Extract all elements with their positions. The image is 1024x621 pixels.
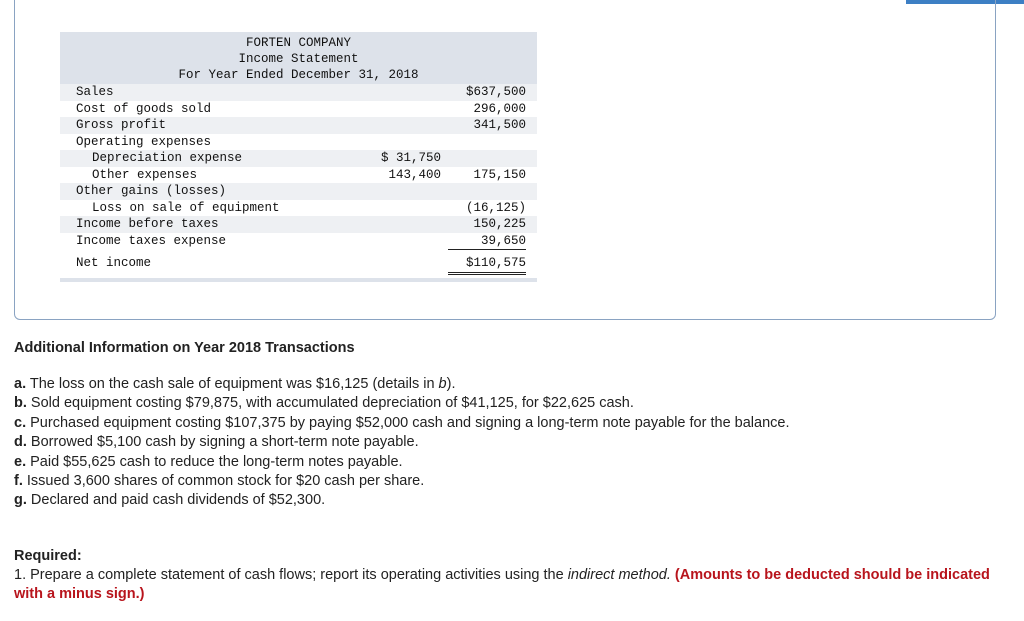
statement-period: For Year Ended December 31, 2018	[178, 68, 419, 82]
row-other-expenses	[60, 167, 537, 184]
row-loss-on-sale	[60, 200, 537, 217]
statement-header	[60, 32, 537, 84]
item-text: Paid $55,625 cash to reduce the long-term notes payable.	[30, 453, 403, 470]
item-text: Purchased equipment costing $107,375 by paying $52,000 cash and signing a long-term note payable for the balance.	[30, 414, 790, 431]
row-total: 150,225	[473, 217, 526, 231]
row-label: Income taxes expense	[76, 233, 227, 248]
list-item	[14, 414, 1004, 433]
list-item	[14, 375, 1004, 394]
item-text-end: ).	[446, 376, 456, 392]
required-instructions	[14, 566, 1004, 604]
item-emphasis: b	[438, 376, 447, 392]
row-label: Loss on sale of equipment	[92, 200, 280, 215]
item-key: d.	[14, 434, 27, 451]
required-method: indirect method.	[567, 567, 671, 583]
row-depreciation	[60, 150, 537, 167]
row-total: 296,000	[448, 101, 526, 119]
row-label: Income before taxes	[76, 217, 219, 231]
row-amount: 143,400	[369, 167, 441, 185]
required-title: Required:	[14, 548, 82, 564]
row-income-before-taxes	[60, 216, 537, 233]
statement-footer-bar	[60, 278, 537, 282]
list-item	[14, 433, 1004, 452]
row-label: Net income	[76, 256, 152, 270]
row-other-gains	[60, 183, 537, 200]
required-note: (Amounts to be deducted should be indicated with a minus sign.)	[14, 567, 990, 602]
list-item	[14, 453, 1004, 472]
company-name: FORTEN COMPANY	[245, 36, 352, 50]
row-net-income	[60, 255, 537, 272]
statement-title: Income Statement	[238, 52, 359, 66]
list-item	[14, 394, 1004, 413]
item-key: c.	[14, 414, 27, 431]
item-text: Borrowed $5,100 cash by signing a short-term note payable.	[30, 434, 419, 451]
item-text: Issued 3,600 shares of common stock for $20 cash per share.	[26, 472, 425, 489]
row-sales	[60, 84, 537, 101]
item-key: a.	[14, 376, 27, 392]
row-label: Depreciation expense	[92, 151, 243, 165]
row-label: Operating expenses	[76, 134, 212, 149]
row-total: 39,650	[448, 233, 526, 251]
row-label: Other gains (losses)	[76, 184, 227, 198]
item-text: Declared and paid cash dividends of $52,300.	[30, 492, 326, 509]
additional-info-title: Additional Information on Year 2018 Transactions	[14, 340, 355, 356]
row-income-taxes	[60, 233, 537, 250]
item-text: The loss on the cash sale of equipment was $16,125 (details in	[29, 376, 439, 392]
item-key: f.	[14, 472, 23, 489]
row-total: (16,125)	[448, 200, 526, 218]
row-total: $637,500	[465, 85, 526, 99]
item-key: g.	[14, 492, 27, 509]
row-gross-profit	[60, 117, 537, 134]
item-key: b.	[14, 395, 27, 412]
list-item	[14, 491, 1004, 510]
row-amount: $ 31,750	[380, 151, 441, 165]
row-total: $110,575	[448, 255, 526, 275]
row-label: Other expenses	[92, 167, 198, 182]
item-key: e.	[14, 453, 27, 470]
row-label: Gross profit	[76, 118, 167, 132]
row-operating-expenses	[60, 134, 537, 151]
required-text: 1. Prepare a complete statement of cash flows; report its operating activities using the	[14, 567, 568, 583]
row-total: 341,500	[473, 118, 526, 132]
income-statement	[60, 32, 537, 282]
row-label: Sales	[76, 85, 114, 99]
list-item	[14, 472, 1004, 491]
row-cogs	[60, 101, 537, 118]
row-label: Cost of goods sold	[76, 101, 212, 116]
item-text: Sold equipment costing $79,875, with accumulated depreciation of $41,125, for $22,625 cash.	[30, 395, 634, 412]
row-total: 175,150	[473, 167, 526, 182]
transaction-list	[14, 375, 1004, 511]
